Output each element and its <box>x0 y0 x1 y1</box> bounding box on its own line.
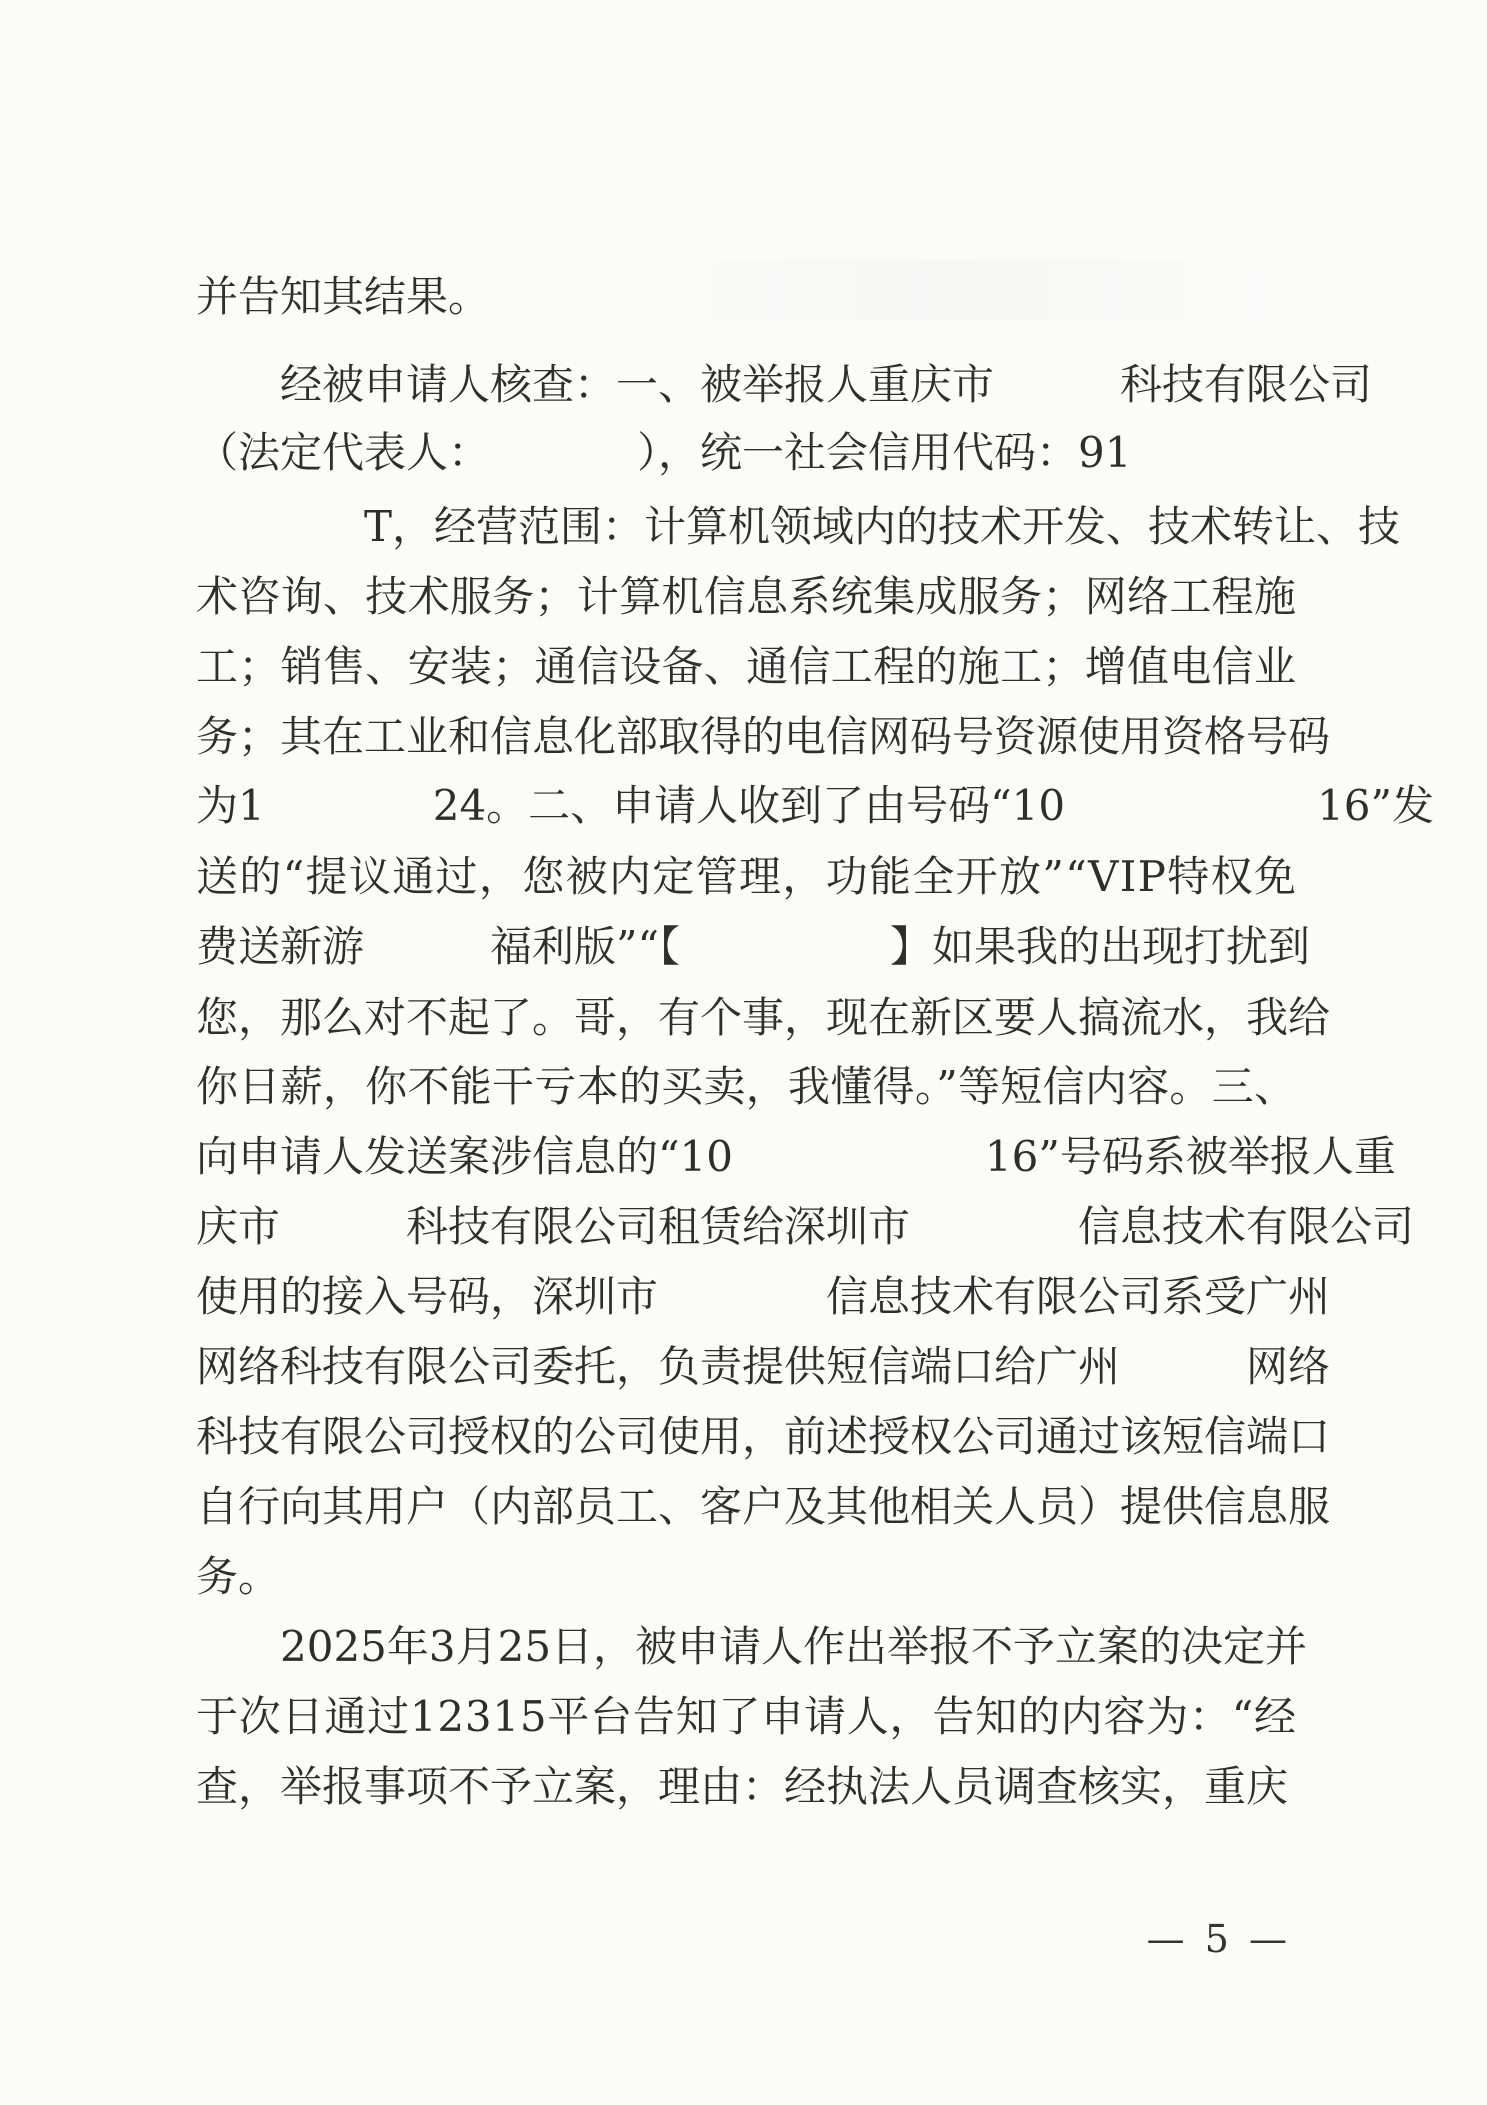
page-number: — 5 — <box>1146 1917 1291 1961</box>
text-line-1: 并告知其结果。 <box>196 272 491 321</box>
text-line-6: 工；销售、安装；通信设备、通信工程的施工；增值电信业 <box>196 642 1297 691</box>
text-line-20: 2025年3月25日，被申请人作出举报不予立案的决定并 <box>196 1622 1308 1671</box>
text-line-8: 为1 24。二、申请人收到了由号码“10 16”发 <box>196 781 1434 830</box>
text-line-11: 您，那么对不起了。哥，有个事，现在新区要人搞流水，我给 <box>196 993 1331 1042</box>
text-line-9: 送的“提议通过，您被内定管理，功能全开放”“VIP特权免 <box>196 852 1298 901</box>
text-line-5: 术咨询、技术服务；计算机信息系统集成服务；网络工程施 <box>196 572 1297 621</box>
text-line-7: 务；其在工业和信息化部取得的电信网码号资源使用资格号码 <box>196 712 1331 761</box>
text-line-16: 网络科技有限公司委托，负责提供短信端口给广州 网络 <box>196 1342 1331 1391</box>
text-line-2: 经被申请人核查：一、被举报人重庆市 科技有限公司 <box>196 360 1373 409</box>
text-line-18: 自行向其用户（内部员工、客户及其他相关人员）提供信息服 <box>196 1482 1331 1531</box>
text-line-4: T，经营范围：计算机领域内的技术开发、技术转让、技 <box>196 502 1401 551</box>
text-line-17: 科技有限公司授权的公司使用，前述授权公司通过该短信端口 <box>196 1412 1331 1461</box>
text-line-3: （法定代表人： ），统一社会信用代码：91 <box>196 428 1132 477</box>
text-line-10: 费送新游 福利版”“【 】如果我的出现打扰到 <box>196 922 1310 971</box>
text-line-12: 你日薪，你不能干亏本的买卖，我懂得。”等短信内容。三、 <box>196 1062 1297 1111</box>
text-line-21: 于次日通过12315平台告知了申请人，告知的内容为：“经 <box>196 1692 1297 1741</box>
text-line-22: 查，举报事项不予立案，理由：经执法人员调查核实，重庆 <box>196 1762 1289 1811</box>
text-line-15: 使用的接入号码，深圳市 信息技术有限公司系受广州 <box>196 1272 1331 1321</box>
text-line-19: 务。 <box>196 1552 281 1601</box>
text-line-13: 向申请人发送案涉信息的“10 16”号码系被举报人重 <box>196 1132 1396 1181</box>
text-line-14: 庆市 科技有限公司租赁给深圳市 信息技术有限公司 <box>196 1202 1415 1251</box>
